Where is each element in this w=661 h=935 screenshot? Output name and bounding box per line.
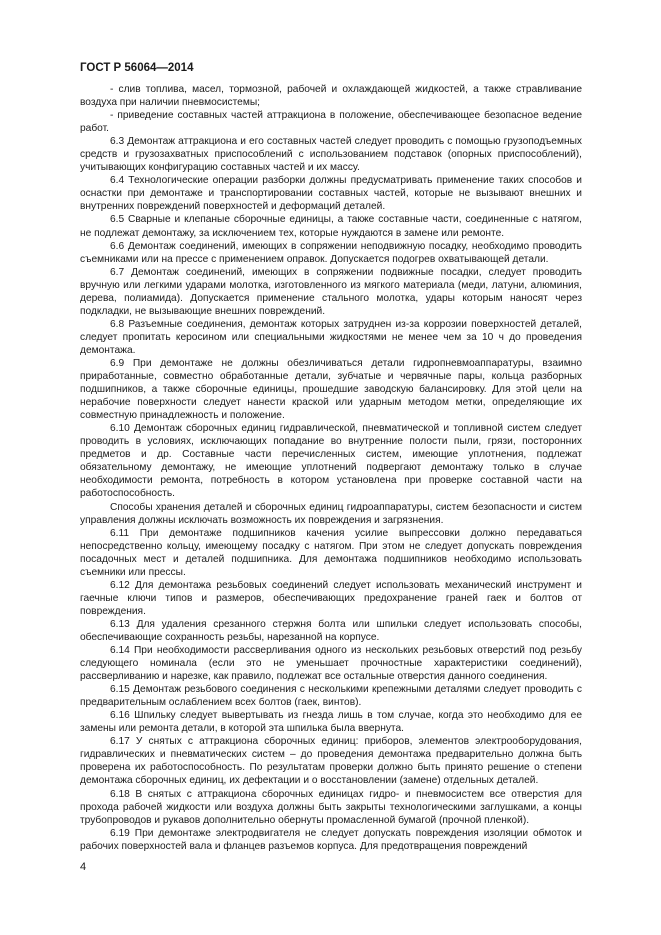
paragraph: 6.18 В снятых с аттракциона сборочных единицах гидро- и пневмосистем все отверстия для прохода рабочей жидкости или воздуха должны быть закрыты технологическими заглушками, а концы трубопроводов и рукавов дополнительно обернуты промасленной бумагой (прочной пленкой).	[80, 788, 582, 826]
paragraph: Способы хранения деталей и сборочных единиц гидроаппаратуры, систем безопасности и систем управления должны исключать возможность их повреждения и загрязнения.	[80, 501, 582, 526]
paragraph: 6.3 Демонтаж аттракциона и его составных частей следует проводить с помощью грузоподъемных средств и грузозахватных приспособлений с использованием подставок (опорных приспособлений), учитывающих конфигурацию составных частей и их массу.	[80, 136, 582, 174]
paragraph: 6.7 Демонтаж соединений, имеющих в сопряжении подвижные посадки, следует проводить вручную или легкими ударами молотка, изготовленного из мягкого материала (меди, латуни, алюминия, дерева, полиамида). Допускается применение стального молотка, удары которым наносят через подкладки, не вызывающие внешних повреждений.	[80, 266, 582, 317]
paragraph: 6.12 Для демонтажа резьбовых соединений следует использовать механический инструмент и гаечные ключи типов и размеров, обеспечивающих предохранение граней гаек и болтов от повреждения.	[80, 579, 582, 617]
paragraph: 6.5 Сварные и клепаные сборочные единицы, а также составные части, соединенные с натягом, не подлежат демонтажу, за исключением тех, которые нуждаются в замене или ремонте.	[80, 214, 582, 239]
paragraph: 6.16 Шпильку следует вывертывать из гнезда лишь в том случае, когда это необходимо для ее замены или ремонта детали, в которой эта шпилька была ввернута.	[80, 710, 582, 735]
paragraph: 6.10 Демонтаж сборочных единиц гидравлической, пневматической и топливной систем следует проводить в условиях, исключающих попадание во внутренние полости пыли, грязи, посторонних предметов и др. Составные части перечисленных систем, имеющие уплотнения, подлежат обязательному демонтажу, не имеющие уплотнений подвергают демонтажу только в случае необходимости ремонта, потребность в котором установлена при проверке составной части на работоспособность.	[80, 423, 582, 500]
paragraph: 6.13 Для удаления срезанного стержня болта или шпильки следует использовать способы, обеспечивающие сохранность резьбы, нарезанной на корпусе.	[80, 618, 582, 643]
paragraph: 6.11 При демонтаже подшипников качения усилие выпрессовки должно передаваться непосредственно кольцу, имеющему посадку с натягом. При этом не следует допускать повреждения посадочных мест и деталей подшипника. Для демонтажа подшипников необходимо использовать съемники или прессы.	[80, 527, 582, 578]
paragraph: 6.9 При демонтаже не должны обезличиваться детали гидропневмоаппаратуры, взаимно приработанные, совместно обработанные детали, зубчатые и червячные пары, кольца разборных подшипников, а также сборочные единицы, прошедшие заводскую балансировку. Для этой цели на нерабочие поверхности следует нанести краской или ударным методом метки, определяющие их совместную принадлежность и положение.	[80, 357, 582, 422]
paragraph: 6.14 При необходимости рассверливания одного из нескольких резьбовых отверстий под резьбу следующего номинала (если это не уменьшает прочностные характеристики соединений), рассверливанию и нарезке, как правило, подлежат все остальные отверстия данного соединения.	[80, 645, 582, 683]
paragraph: - приведение составных частей аттракциона в положение, обеспечивающее безопасное ведение работ.	[80, 110, 582, 135]
paragraph: 6.8 Разъемные соединения, демонтаж которых затруднен из-за коррозии поверхностей деталей, следует пропитать керосином или специальными жидкостями не менее чем за 10 ч до проведения демонтажа.	[80, 318, 582, 356]
paragraph: 6.19 При демонтаже электродвигателя не следует допускать повреждения изоляции обмоток и рабочих поверхностей вала и фланцев разъемов корпуса. Для предотвращения повреждений	[80, 827, 582, 852]
document-body	[80, 83, 582, 853]
paragraph: 6.6 Демонтаж соединений, имеющих в сопряжении неподвижную посадку, необходимо проводить съемниками или на прессе с применением оправок. Допускается подогрев охватывающей детали.	[80, 240, 582, 265]
paragraph: 6.15 Демонтаж резьбового соединения с несколькими крепежными деталями следует проводить с предварительным ослаблением всех болтов (гаек, винтов).	[80, 684, 582, 709]
document-header: ГОСТ Р 56064—2014	[80, 62, 194, 74]
page-number: 4	[80, 861, 87, 873]
paragraph: 6.17 У снятых с аттракциона сборочных единиц: приборов, элементов электрооборудования, гидравлических и пневматических систем – до проведения демонтажа предварительно должна быть проверена их работоспособность. По результатам проверки должно быть принято решение о степени демонтажа сборочных единиц, их дефектации и о восстановлении (замене) отдельных деталей.	[80, 736, 582, 787]
paragraph: - слив топлива, масел, тормозной, рабочей и охлаждающей жидкостей, а также стравливание воздуха при наличии пневмосистемы;	[80, 84, 582, 109]
paragraph: 6.4 Технологические операции разборки должны предусматривать применение таких способов и оснастки при демонтаже и транспортировании составных частей, которые не вызывают внешних и внутренних повреждений поверхностей и деформаций деталей.	[80, 175, 582, 213]
